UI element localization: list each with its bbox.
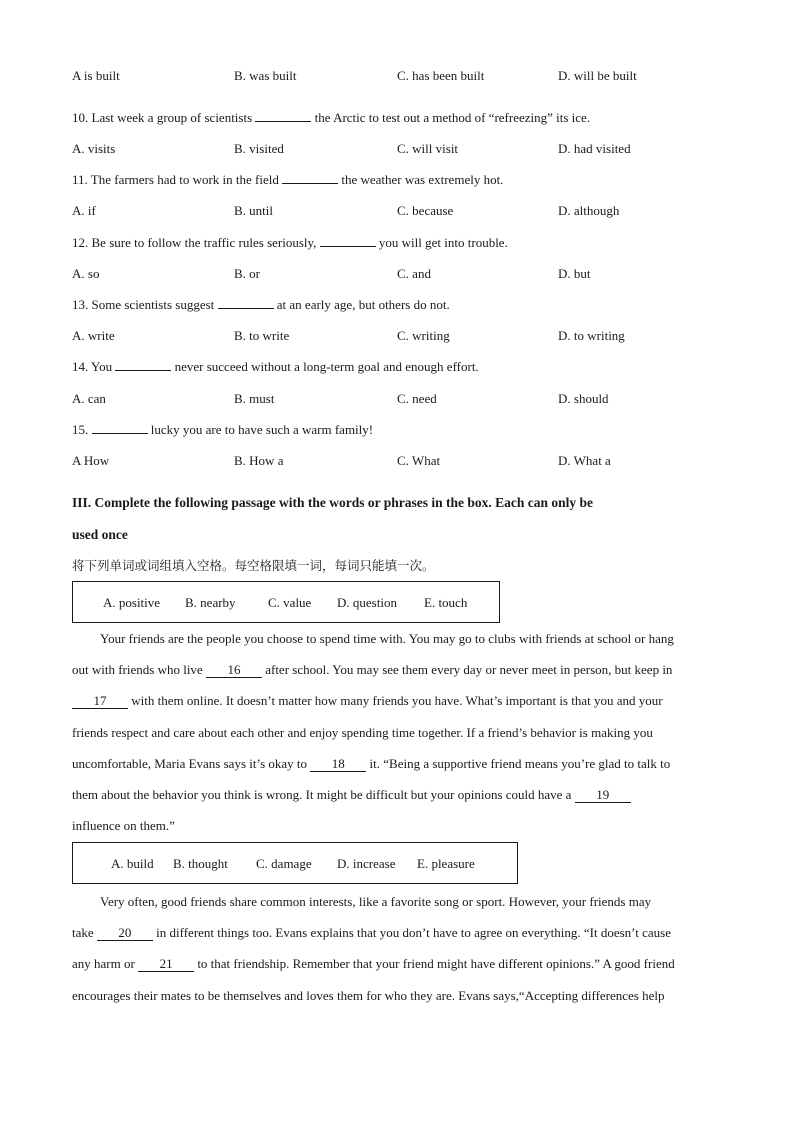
word-box-1 — [72, 581, 500, 623]
blank-19: 19 — [575, 788, 631, 803]
option-a: A. write — [72, 328, 115, 343]
option-b: B. How a — [234, 453, 284, 468]
question-11-stem: 11. The farmers had to work in the field the weather was extremely hot. — [72, 172, 504, 187]
instruction-chinese: 将下列单词或词组填入空格。每空格限填一词，每词只能填一次。 — [72, 558, 435, 573]
word-option: C. damage — [256, 856, 312, 871]
question-13-options — [72, 328, 732, 346]
section-heading: III. Complete the following passage with the words or phrases in the box. Each can only be used once — [72, 495, 594, 542]
option-d: D. had visited — [558, 141, 631, 156]
word-option: A. positive — [103, 595, 161, 610]
option-b: B. until — [234, 203, 274, 218]
question-15-options — [72, 453, 732, 471]
option-c: C. and — [397, 266, 431, 281]
option-d: D. What a — [558, 453, 611, 468]
answer-blank — [255, 110, 311, 122]
option-b: B. to write — [234, 328, 290, 343]
option-c: C. will visit — [397, 141, 459, 156]
option-a: A. so — [72, 266, 100, 281]
option-a: A. visits — [72, 141, 116, 156]
question-11-options — [72, 203, 732, 221]
question-14-stem: 14. You never succeed without a long-term goal and enough effort. — [72, 359, 479, 374]
word-option: D. increase — [337, 856, 396, 871]
word-option: D. question — [337, 595, 397, 610]
option-c: C. has been built — [397, 68, 485, 83]
passage-paragraph-1: Your friends are the people you choose to spend time with. You may go to clubs with friends at school or hang out with friends who live 16 after school. You may see them every day or never meet in person, but keep in 17 with them online. It doesn’t matter how many friends you have. What’s important is that you and your friends respect and care about each other and enjoy spending time together. If a friend’s behavior is making you uncomfortable, Maria Evans says it’s okay to 18 it. “Being a supportive friend means you’re glad to talk to them about the behavior you think is wrong. It might be difficult but your opinions could have a 19 influence on them.” — [72, 631, 674, 834]
word-option: A. build — [111, 856, 154, 871]
option-a: A is built — [72, 68, 120, 83]
option-d: D. to writing — [558, 328, 625, 343]
option-c: C. because — [397, 203, 454, 218]
blank-18: 18 — [310, 757, 366, 772]
question-10-stem: 10. Last week a group of scientists the Arctic to test out a method of “refreezing” its ice. — [72, 110, 591, 125]
q9-options — [72, 68, 732, 86]
option-d: D. but — [558, 266, 591, 281]
answer-blank — [320, 235, 376, 247]
question-12-options — [72, 266, 732, 284]
question-10-options — [72, 141, 732, 159]
option-d: D. although — [558, 203, 620, 218]
passage-paragraph-2: Very often, good friends share common interests, like a favorite song or sport. However, your friends may take 20 in different things too. Evans explains that you don’t have to agree on everything. “It doesn’t cause any harm or 21 to that friendship. Remember that your friend might have different opinions.” A good friend encourages their mates to be themselves and loves them for who they are. Evans says,“Accepting differences help — [72, 894, 675, 1003]
blank-20: 20 — [97, 926, 153, 941]
option-d: D. will be built — [558, 68, 637, 83]
option-c: C. What — [397, 453, 441, 468]
option-b: B. must — [234, 391, 275, 406]
blank-17: 17 — [72, 694, 128, 709]
blank-21: 21 — [138, 957, 194, 972]
question-13-stem: 13. Some scientists suggest at an early age, but others do not. — [72, 297, 450, 312]
option-c: C. need — [397, 391, 437, 406]
option-d: D. should — [558, 391, 609, 406]
option-b: B. or — [234, 266, 260, 281]
option-b: B. was built — [234, 68, 297, 83]
answer-blank — [282, 172, 338, 184]
option-b: B. visited — [234, 141, 284, 156]
answer-blank — [115, 359, 171, 371]
option-a: A. if — [72, 203, 96, 218]
option-a: A How — [72, 453, 110, 468]
question-12-stem: 12. Be sure to follow the traffic rules seriously, you will get into trouble. — [72, 235, 508, 250]
question-14-options — [72, 391, 732, 409]
word-option: B. nearby — [185, 595, 236, 610]
word-box-2 — [72, 842, 518, 884]
word-option: B. thought — [173, 856, 228, 871]
word-option: E. touch — [424, 595, 468, 610]
word-option: C. value — [268, 595, 312, 610]
option-a: A. can — [72, 391, 106, 406]
word-option: E. pleasure — [417, 856, 475, 871]
answer-blank — [218, 297, 274, 309]
blank-16: 16 — [206, 663, 262, 678]
answer-blank — [92, 422, 148, 434]
question-15-stem: 15. lucky you are to have such a warm family! — [72, 422, 374, 437]
option-c: C. writing — [397, 328, 450, 343]
